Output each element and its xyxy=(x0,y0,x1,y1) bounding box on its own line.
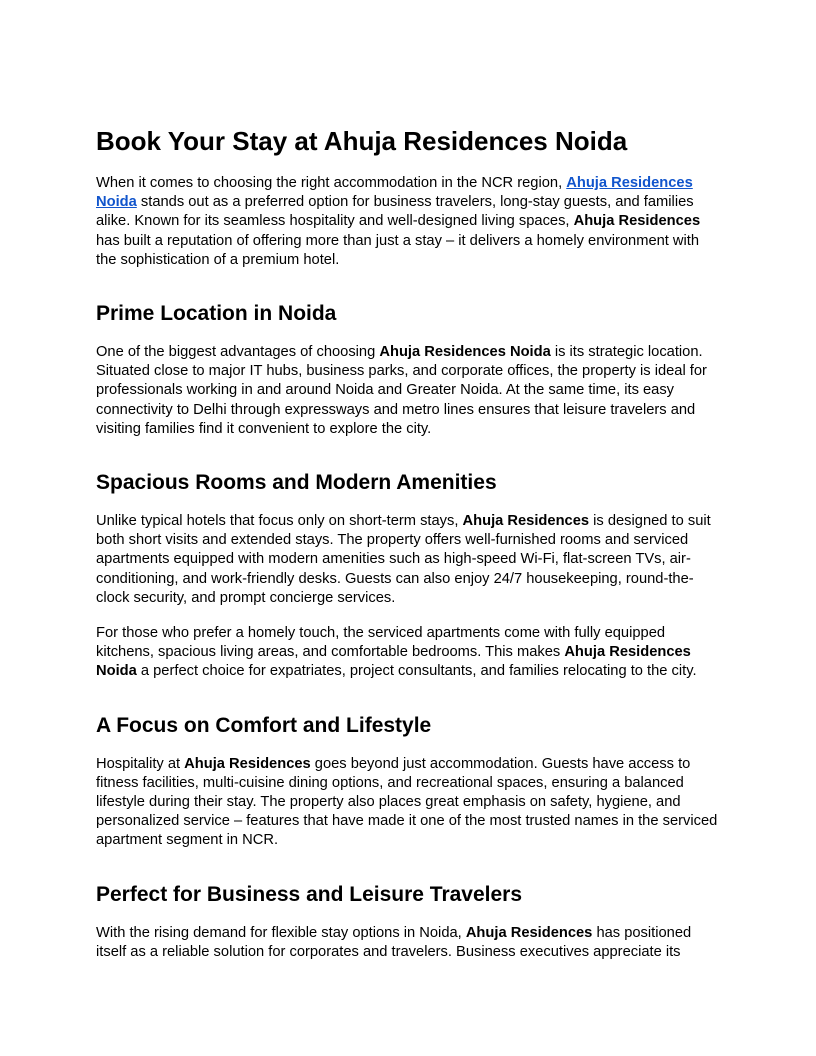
rooms-amenities-paragraph-1-run-0: Unlike typical hotels that focus only on short-term stays, xyxy=(96,513,463,530)
section-heading-prime-location-run-0: Prime Location in Noida xyxy=(96,302,337,326)
business-leisure-paragraph-run-0: With the rising demand for flexible stay options in Noida, xyxy=(96,924,466,941)
intro-paragraph xyxy=(96,174,720,270)
doc-title-run-0: Book Your Stay at Ahuja Residences Noida xyxy=(96,126,628,156)
section-heading-prime-location xyxy=(96,300,720,327)
prime-location-paragraph-run-1: Ahuja Residences Noida xyxy=(379,344,551,361)
prime-location-paragraph-run-2: is its strategic location. Situated close to major IT hubs, business parks, and corporate offices, the property is ideal for professionals working in and around Noida and Greater Noida. At the same time, its easy connectivity to Delhi through expressways and metro lines ensures that leisure travelers and visiting families find it convenient to explore the city. xyxy=(96,344,707,437)
rooms-amenities-paragraph-1-run-2: is designed to suit both short visits and extended stays. The property offers well-furnished rooms and serviced apartments equipped with modern amenities such as high-speed Wi-Fi, flat-screen TVs, air-conditioning, and work-friendly desks. Guests can also enjoy 24/7 housekeeping, round-the-clock security, and prompt concierge services. xyxy=(96,513,711,606)
rooms-amenities-paragraph-2-run-1: Ahuja Residences Noida xyxy=(96,644,691,680)
comfort-lifestyle-paragraph xyxy=(96,755,720,851)
rooms-amenities-paragraph-1-run-1: Ahuja Residences xyxy=(462,513,590,530)
intro-paragraph-run-2: stands out as a preferred option for business travelers, long-stay guests, and families alike. Known for its seamless hospitality and well-designed living spaces, xyxy=(96,194,694,230)
rooms-amenities-paragraph-1 xyxy=(96,512,720,608)
section-heading-rooms-amenities xyxy=(96,469,720,496)
intro-paragraph-run-4: has built a reputation of offering more than just a stay – it delivers a homely environment with the sophistication of a premium hotel. xyxy=(96,232,700,268)
comfort-lifestyle-paragraph-run-2: goes beyond just accommodation. Guests have access to fitness facilities, multi-cuisine dining options, and recreational spaces, ensuring a balanced lifestyle during their stay. The property also places great emphasis on safety, hygiene, and personalized service – features that have made it one of the most trusted names in the serviced apartment segment in NCR. xyxy=(96,755,718,849)
prime-location-paragraph xyxy=(96,343,720,439)
prime-location-paragraph-run-0: One of the biggest advantages of choosing xyxy=(96,344,380,361)
business-leisure-paragraph-run-1: Ahuja Residences xyxy=(465,924,593,941)
business-leisure-paragraph xyxy=(96,924,720,962)
comfort-lifestyle-paragraph-run-1: Ahuja Residences xyxy=(184,755,311,772)
business-leisure-paragraph-run-2: has positioned itself as a reliable solution for corporates and travelers. Business executives appreciate its xyxy=(96,924,692,960)
rooms-amenities-paragraph-2-run-2: a perfect choice for expatriates, project consultants, and families relocating to the city. xyxy=(136,663,697,680)
section-heading-rooms-amenities-run-0: Spacious Rooms and Modern Amenities xyxy=(96,471,497,495)
document-content xyxy=(96,125,720,962)
comfort-lifestyle-paragraph-run-0: Hospitality at xyxy=(96,755,185,772)
section-heading-business-leisure-run-0: Perfect for Business and Leisure Travelers xyxy=(96,882,523,906)
section-heading-comfort-lifestyle xyxy=(96,712,720,739)
section-heading-business-leisure xyxy=(96,881,720,908)
intro-paragraph-run-3: Ahuja Residences xyxy=(573,213,701,230)
ahuja-residences-noida-link[interactable]: Ahuja Residences Noida xyxy=(96,175,693,211)
rooms-amenities-paragraph-2 xyxy=(96,624,720,682)
section-heading-comfort-lifestyle-run-0: A Focus on Comfort and Lifestyle xyxy=(96,713,432,737)
doc-title xyxy=(96,125,720,158)
rooms-amenities-paragraph-2-run-0: For those who prefer a homely touch, the serviced apartments come with fully equipped kitchens, spacious living areas, and comfortable bedrooms. This makes xyxy=(96,625,666,661)
intro-paragraph-run-0: When it comes to choosing the right accommodation in the NCR region, xyxy=(96,175,567,191)
